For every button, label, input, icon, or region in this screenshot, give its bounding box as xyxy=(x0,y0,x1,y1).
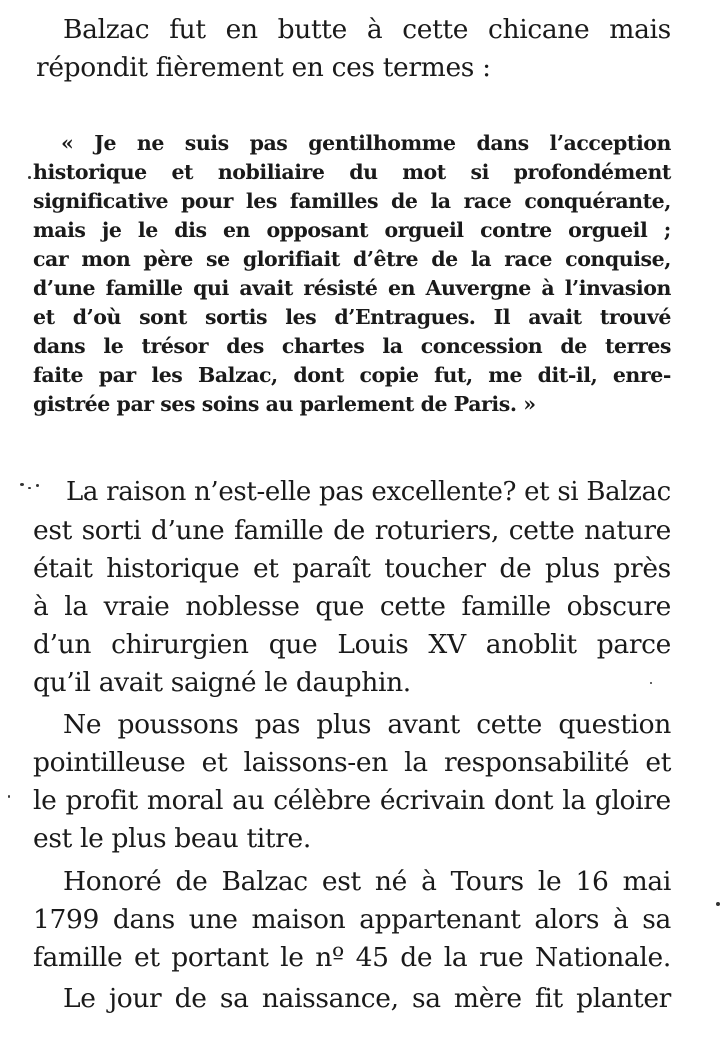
quote-line xyxy=(61,131,671,155)
quote-line xyxy=(33,305,671,329)
line-text: mais je le dis en opposant orgueil contre orgueil ; xyxy=(33,218,671,242)
line-text: gistrée par ses soins au parlement de Paris. » xyxy=(33,392,536,416)
quote-line xyxy=(33,218,671,242)
line-text: famille et portant le nº 45 de la rue Nationale. xyxy=(33,942,671,973)
line-text: faite par les Balzac, dont copie fut, me dit-il, enre- xyxy=(33,363,671,387)
scan-speck xyxy=(28,487,31,489)
quote-line xyxy=(33,160,671,184)
body-line xyxy=(63,866,671,897)
quote-line xyxy=(33,334,671,358)
scan-speck xyxy=(716,902,720,906)
body-line xyxy=(33,553,671,584)
body-line xyxy=(33,823,671,854)
scan-speck xyxy=(28,176,31,179)
line-text: et d’où sont sortis les d’Entragues. Il avait trouvé xyxy=(33,305,671,329)
body-line xyxy=(36,52,671,83)
line-text: 1799 dans une maison appartenant alors à sa xyxy=(33,904,671,935)
body-line xyxy=(63,14,671,45)
line-text: significative pour les familles de la race conquérante, xyxy=(33,189,671,213)
line-text: est le plus beau titre. xyxy=(33,823,311,854)
body-line xyxy=(33,747,671,778)
line-text: était historique et paraît toucher de plus près xyxy=(33,553,671,584)
line-text: dans le trésor des chartes la concession de terres xyxy=(33,334,671,358)
body-line xyxy=(33,591,671,622)
line-text: « Je ne suis pas gentilhomme dans l’acception xyxy=(61,131,671,155)
body-line xyxy=(33,667,671,698)
body-line xyxy=(63,983,671,1014)
line-text: historique et nobiliaire du mot si profondément xyxy=(33,160,671,184)
quote-line xyxy=(33,247,671,271)
line-text: d’un chirurgien que Louis XV anoblit parce xyxy=(33,629,671,660)
quote-line xyxy=(33,392,671,416)
body-line xyxy=(33,629,671,660)
body-line xyxy=(33,904,671,935)
quote-line xyxy=(33,363,671,387)
line-text: qu’il avait saigné le dauphin. xyxy=(33,667,411,698)
quote-line xyxy=(33,276,671,300)
body-line xyxy=(33,515,671,546)
body-line xyxy=(33,942,671,973)
scan-speck xyxy=(36,484,39,487)
body-line xyxy=(33,785,671,816)
line-text: est sorti d’une famille de roturiers, cette nature xyxy=(33,515,671,546)
scan-speck xyxy=(20,483,24,486)
line-text: La raison n’est-elle pas excellente? et si Balzac xyxy=(66,477,671,507)
line-text: à la vraie noblesse que cette famille obscure xyxy=(33,591,671,622)
body-line xyxy=(63,709,671,740)
body-line xyxy=(66,477,671,507)
line-text: répondit fièrement en ces termes : xyxy=(36,52,491,83)
line-text: pointilleuse et laissons-en la responsabilité et xyxy=(33,747,671,778)
scan-speck xyxy=(650,682,652,684)
quote-line xyxy=(33,189,671,213)
line-text: Le jour de sa naissance, sa mère fit planter xyxy=(63,983,671,1014)
line-text: le profit moral au célèbre écrivain dont la gloire xyxy=(33,785,671,816)
line-text: d’une famille qui avait résisté en Auvergne à l’invasion xyxy=(33,276,671,300)
line-text: Ne poussons pas plus avant cette question xyxy=(63,709,671,740)
line-text: Balzac fut en butte à cette chicane mais xyxy=(63,14,671,45)
line-text: Honoré de Balzac est né à Tours le 16 mai xyxy=(63,866,671,897)
line-text: car mon père se glorifiait d’être de la race conquise, xyxy=(33,247,671,271)
scan-speck xyxy=(8,795,10,798)
